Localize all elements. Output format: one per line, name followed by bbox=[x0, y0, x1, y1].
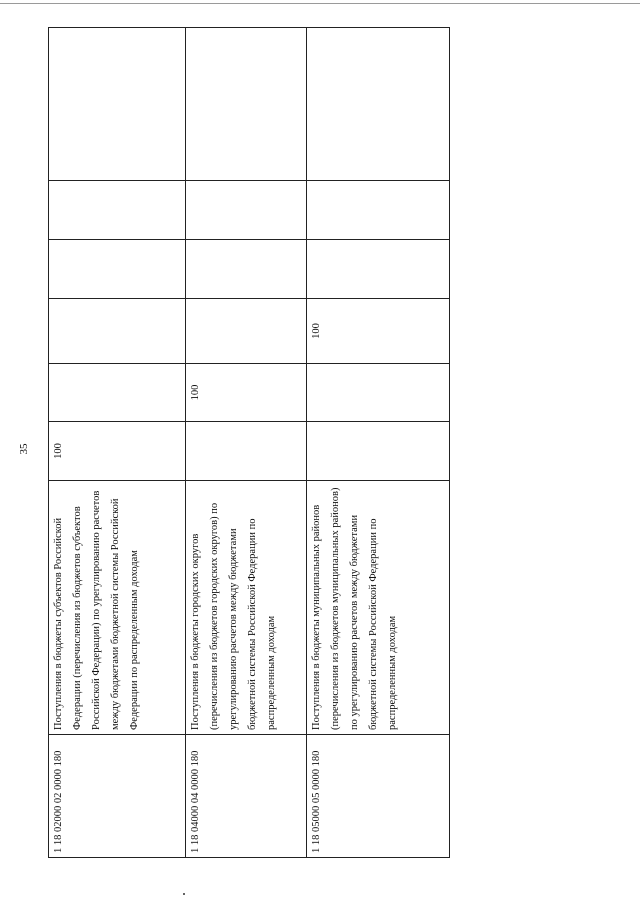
row-code: 1 18 04000 04 0000 180 bbox=[186, 735, 307, 858]
row-value bbox=[307, 240, 450, 299]
table-row bbox=[49, 28, 186, 858]
row-value bbox=[49, 299, 186, 364]
row-code: 1 18 05000 05 0000 180 bbox=[307, 735, 450, 858]
row-value bbox=[186, 422, 307, 481]
row-value bbox=[307, 422, 450, 481]
row-value: 100 bbox=[307, 299, 450, 364]
stray-mark bbox=[183, 893, 185, 895]
table-row bbox=[186, 28, 307, 858]
row-name: Поступления в бюджеты городских округов (перечисления из бюджетов городских округов) по урегулированию расчетов между бюджетами бюджетной системы Российской Федерации по распределенным доходам bbox=[186, 481, 307, 735]
row-value: 100 bbox=[186, 364, 307, 422]
table-frame bbox=[48, 28, 449, 858]
row-value bbox=[186, 240, 307, 299]
row-value bbox=[49, 240, 186, 299]
row-value bbox=[186, 181, 307, 240]
row-code: 1 18 02000 02 0000 180 bbox=[49, 735, 186, 858]
row-value bbox=[49, 181, 186, 240]
row-value bbox=[307, 364, 450, 422]
row-value bbox=[186, 299, 307, 364]
row-value bbox=[307, 28, 450, 181]
row-value: 100 bbox=[49, 422, 186, 481]
rotated-table-wrapper bbox=[48, 28, 449, 858]
top-rule bbox=[0, 3, 640, 4]
row-value bbox=[49, 28, 186, 181]
page-number: 35 bbox=[18, 443, 30, 455]
row-value bbox=[49, 364, 186, 422]
revenue-table bbox=[48, 27, 450, 858]
row-name: Поступления в бюджеты субъектов Российской Федерации (перечисления из бюджетов субъектов Российской Федерации) по урегулированию расчетов между бюджетами бюджетной системы Российской Федерации по распределенным доходам bbox=[49, 481, 186, 735]
row-value bbox=[186, 28, 307, 181]
row-value bbox=[307, 181, 450, 240]
table-row bbox=[307, 28, 450, 858]
row-name: Поступления в бюджеты муниципальных районов (перечисления из бюджетов муниципальных районов) по урегулированию расчетов между бюджетами бюджетной системы Российской Федерации по распределенным доходам bbox=[307, 481, 450, 735]
